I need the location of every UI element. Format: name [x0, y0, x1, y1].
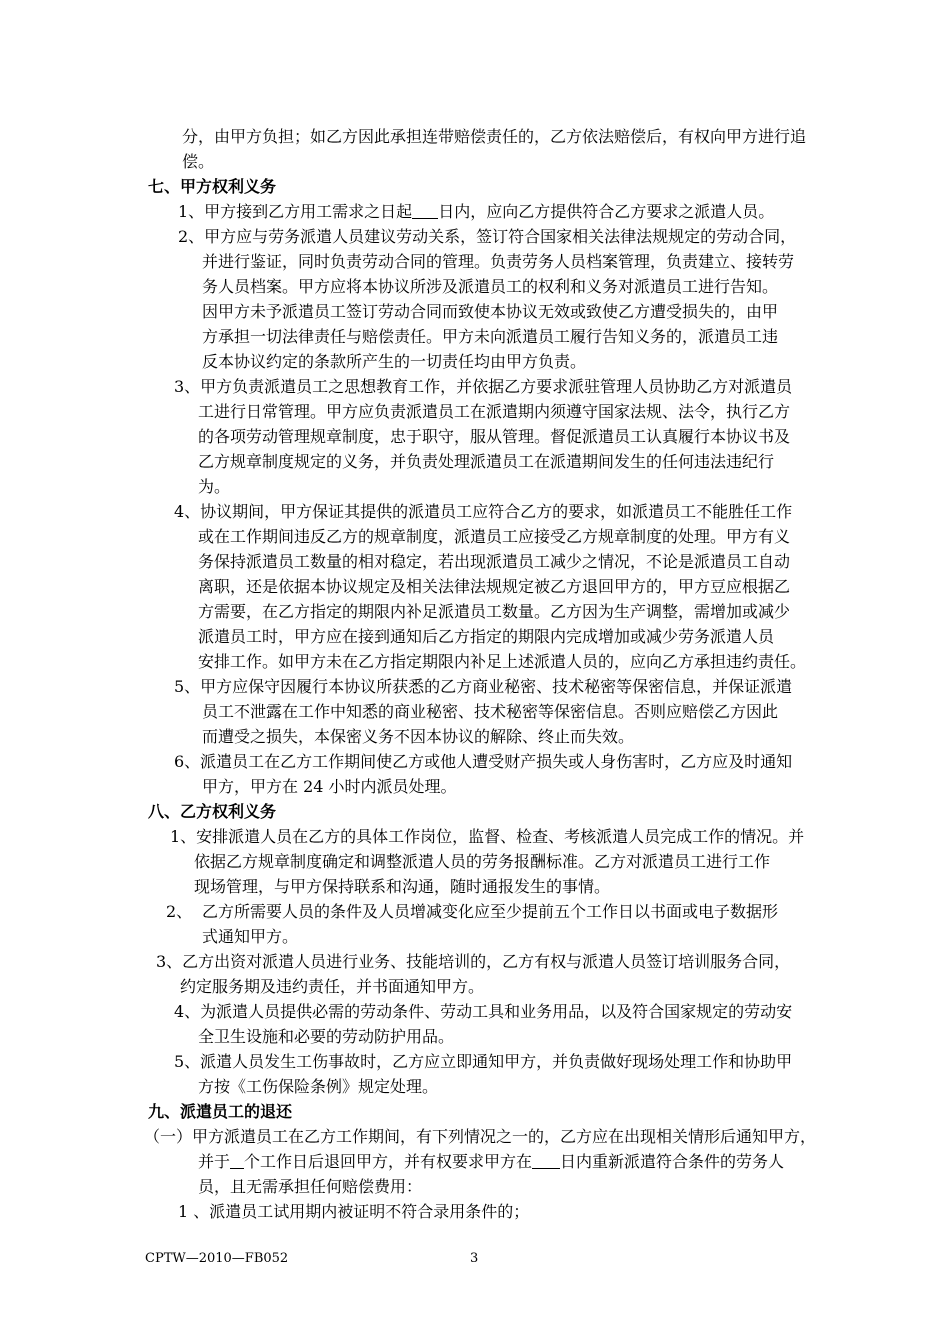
text-line: 工进行日常管理。甲方应负责派遣员工在派遣期内须遵守国家法规、法令，执行乙方 — [198, 402, 791, 421]
text-line: 员，且无需承担任何赔偿费用： — [198, 1177, 423, 1196]
clause-7-1 — [178, 201, 774, 223]
text-line: 现场管理，与甲方保持联系和沟通，随时通报发生的事情。 — [194, 877, 611, 896]
fill-in-blank — [230, 1152, 244, 1169]
clause-text: 并于 — [198, 1152, 231, 1171]
text-line: 约定服务期及违约责任，并书面通知甲方。 — [180, 977, 485, 996]
text-line: 依据乙方规章制度确定和调整派遣人员的劳务报酬标准。乙方对派遣员工进行工作 — [194, 852, 771, 871]
text-line: 务保持派遣员工数量的相对稳定，若出现派遣员工减少之情况，不论是派遣员工自动 — [198, 552, 791, 571]
text-line: 4、为派遣人员提供必需的劳动条件、劳动工具和业务用品，以及符合国家规定的劳动安 — [174, 1002, 793, 1021]
text-line: 1、安排派遣人员在乙方的具体工作岗位，监督、检查、考核派遣人员完成工作的情况。并 — [170, 827, 805, 846]
text-line: 甲方，甲方在 24 小时内派员处理。 — [202, 777, 457, 796]
text-line: 派遣员工时，甲方应在接到通知后乙方指定的期限内完成增加或减少劳务派遣人员 — [198, 627, 775, 646]
text-line: （一）甲方派遣员工在乙方工作期间，有下列情况之一的，乙方应在出现相关情形后通知甲方， — [144, 1127, 817, 1146]
section-heading-7: 七、甲方权利义务 — [148, 177, 277, 196]
text-line: 偿。 — [182, 152, 215, 171]
text-line: 4、协议期间，甲方保证其提供的派遣员工应符合乙方的要求，如派遣员工不能胜任工作 — [174, 502, 793, 521]
text-line: 6、派遣员工在乙方工作期间使乙方或他人遭受财产损失或人身伤害时，乙方应及时通知 — [174, 752, 793, 771]
text-line: 反本协议约定的条款所产生的一切责任均由甲方负责。 — [202, 352, 587, 371]
text-line: 或在工作期间违反乙方的规章制度，派遣员工应接受乙方规章制度的处理。甲方有义 — [198, 527, 791, 546]
section-heading-9: 九、派遣员工的退还 — [148, 1102, 293, 1121]
text-line: 3、甲方负责派遣员工之思想教育工作，并依据乙方要求派驻管理人员协助乙方对派遣员 — [174, 377, 793, 396]
text-line: 全卫生设施和必要的劳动防护用品。 — [198, 1027, 455, 1046]
text-line: 乙方规章制度规定的义务，并负责处理派遣员工在派遣期间发生的任何违法违纪行 — [198, 452, 775, 471]
page-number: 3 — [470, 1251, 479, 1266]
clause-9-1-line — [198, 1151, 784, 1173]
clause-text: 1、甲方接到乙方用工需求之日起 — [178, 202, 413, 221]
text-line: 而遭受之损失，本保密义务不因本协议的解除、终止而失效。 — [202, 727, 635, 746]
text-line: 乙方所需要人员的条件及人员增减变化应至少提前五个工作日以书面或电子数据形 — [202, 902, 779, 921]
text-line: 务人员档案。甲方应将本协议所涉及派遣员工的权利和义务对派遣员工进行告知。 — [202, 277, 779, 296]
text-line: 并进行鉴证，同时负责劳动合同的管理。负责劳务人员档案管理，负责建立、接转劳 — [202, 252, 795, 271]
text-line: 为。 — [198, 477, 231, 496]
clause-text: 日内重新派遣符合条件的劳务人 — [560, 1152, 785, 1171]
fill-in-blank — [532, 1152, 560, 1169]
text-line: 方按《工伤保险条例》规定处理。 — [198, 1077, 439, 1096]
text-line: 式通知甲方。 — [202, 927, 299, 946]
text-line: 2、甲方应与劳务派遣人员建议劳动关系，签订符合国家相关法律法规规定的劳动合同， — [178, 227, 797, 246]
text-line: 安排工作。如甲方未在乙方指定期限内补足上述派遣人员的，应向乙方承担违约责任。 — [198, 652, 807, 671]
clause-text: 日内，应向乙方提供符合乙方要求之派遣人员。 — [438, 202, 775, 221]
text-line: 3、乙方出资对派遣人员进行业务、技能培训的，乙方有权与派遣人员签订培训服务合同， — [156, 952, 791, 971]
document-code: CPTW—2010—FB052 — [145, 1251, 289, 1266]
text-line: 方需要，在乙方指定的期限内补足派遣员工数量。乙方因为生产调整，需增加或减少 — [198, 602, 791, 621]
text-line: 5、派遣人员发生工伤事故时，乙方应立即通知甲方，并负责做好现场处理工作和协助甲 — [174, 1052, 793, 1071]
section-heading-8: 八、乙方权利义务 — [148, 802, 277, 821]
clause-number: 2、 — [166, 902, 193, 921]
text-line: 因甲方未予派遣员工签订劳动合同而致使本协议无效或致使乙方遭受损失的，由甲 — [202, 302, 779, 321]
text-line: 1 、派遣员工试用期内被证明不符合录用条件的； — [178, 1202, 530, 1221]
text-line: 员工不泄露在工作中知悉的商业秘密、技术秘密等保密信息。否则应赔偿乙方因此 — [202, 702, 779, 721]
fill-in-blank — [412, 202, 438, 219]
text-line: 分，由甲方负担；如乙方因此承担连带赔偿责任的，乙方依法赔偿后，有权向甲方进行追 — [182, 127, 807, 146]
text-line: 的各项劳动管理规章制度，忠于职守，服从管理。督促派遣员工认真履行本协议书及 — [198, 427, 791, 446]
text-line: 离职，还是依据本协议规定及相关法律法规规定被乙方退回甲方的，甲方豆应根据乙 — [198, 577, 791, 596]
clause-text: 个工作日后退回甲方，并有权要求甲方在 — [244, 1152, 533, 1171]
text-line: 方承担一切法律责任与赔偿责任。甲方未向派遣员工履行告知义务的，派遣员工违 — [202, 327, 779, 346]
text-line: 5、甲方应保守因履行本协议所获悉的乙方商业秘密、技术秘密等保密信息，并保证派遣 — [174, 677, 793, 696]
